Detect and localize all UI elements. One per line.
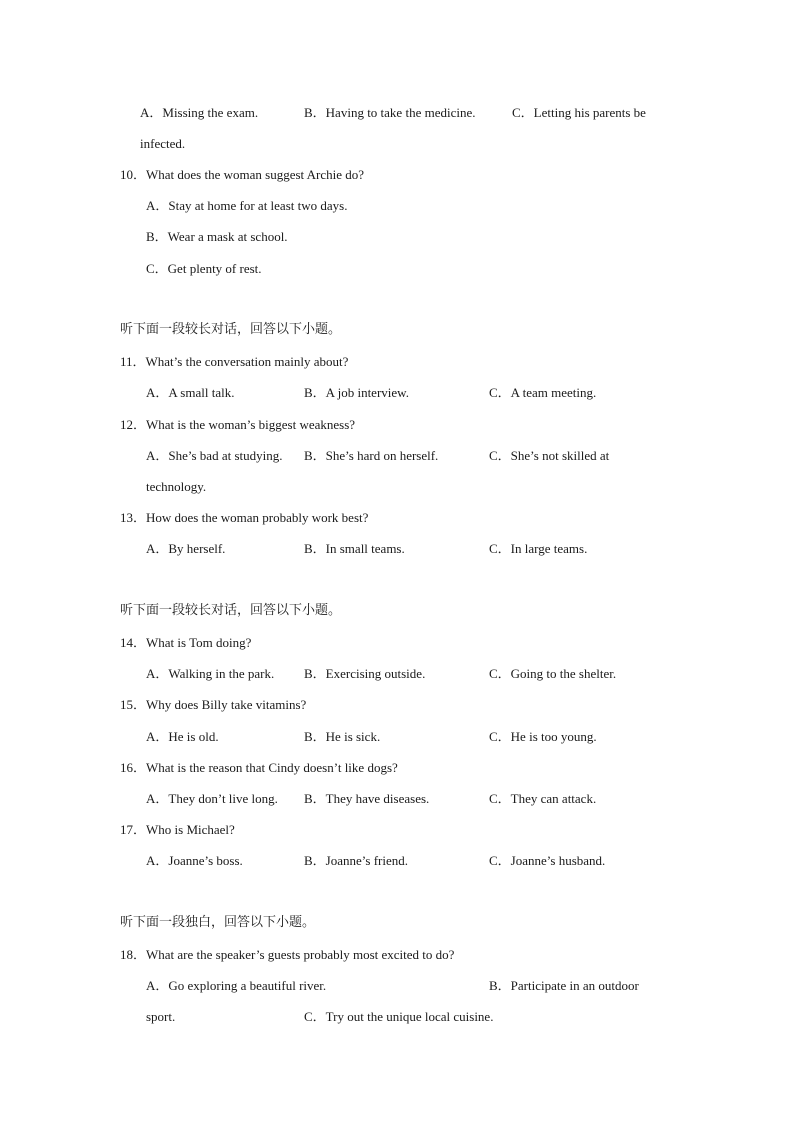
q15-stem: 15．Why does Billy take vitamins? <box>120 697 307 712</box>
q12-option-c-continued: technology. <box>146 479 207 494</box>
q9-option-c-continued: infected. <box>140 136 186 151</box>
q11-option-b: B．A job interview. <box>304 385 409 400</box>
q11-stem: 11．What’s the conversation mainly about? <box>120 354 349 369</box>
q14-stem: 14．What is Tom doing? <box>120 635 252 650</box>
q15-option-c: C．He is too young. <box>489 729 597 744</box>
q10-option-b: B．Wear a mask at school. <box>146 229 288 244</box>
q18-stem: 18．What are the speaker’s guests probably most excited to do? <box>120 947 455 962</box>
q17-option-c: C．Joanne’s husband. <box>489 853 606 868</box>
q17-stem: 17．Who is Michael? <box>120 822 235 837</box>
q12-option-c: C．She’s not skilled at <box>489 448 610 463</box>
q16-option-c: C．They can attack. <box>489 791 597 806</box>
q15-option-b: B．He is sick. <box>304 729 381 744</box>
q15-option-a: A．He is old. <box>146 729 219 744</box>
section-heading-3: 听下面一段独白，回答以下小题。 <box>120 915 316 930</box>
q13-stem: 13．How does the woman probably work best? <box>120 510 369 525</box>
q9-option-c: C．Letting his parents be <box>512 105 646 120</box>
q11-option-a: A．A small talk. <box>146 385 235 400</box>
q13-option-c: C．In large teams. <box>489 541 588 556</box>
q18-option-a: A．Go exploring a beautiful river. <box>146 978 327 993</box>
q18-option-c: C．Try out the unique local cuisine. <box>304 1009 494 1024</box>
section-heading-1: 听下面一段较长对话，回答以下小题。 <box>120 322 342 337</box>
section-heading-2: 听下面一段较长对话，回答以下小题。 <box>120 603 342 618</box>
q10-stem: 10．What does the woman suggest Archie do? <box>120 167 365 182</box>
q14-option-c: C．Going to the shelter. <box>489 666 617 681</box>
q12-option-a: A．She’s bad at studying. <box>146 448 283 463</box>
q18-option-b-continued: sport. <box>146 1009 176 1024</box>
q13-option-a: A．By herself. <box>146 541 226 556</box>
q9-option-b: B．Having to take the medicine. <box>304 105 476 120</box>
q17-option-b: B．Joanne’s friend. <box>304 853 408 868</box>
q10-option-a: A．Stay at home for at least two days. <box>146 198 348 213</box>
q14-option-a: A．Walking in the park. <box>146 666 275 681</box>
q16-stem: 16．What is the reason that Cindy doesn’t like dogs? <box>120 760 398 775</box>
q12-stem: 12．What is the woman’s biggest weakness? <box>120 417 356 432</box>
q13-option-b: B．In small teams. <box>304 541 405 556</box>
q11-option-c: C．A team meeting. <box>489 385 597 400</box>
q17-option-a: A．Joanne’s boss. <box>146 853 243 868</box>
q9-option-a: A．Missing the exam. <box>140 105 259 120</box>
q10-option-c: C．Get plenty of rest. <box>146 261 262 276</box>
q16-option-a: A．They don’t live long. <box>146 791 278 806</box>
q12-option-b: B．She’s hard on herself. <box>304 448 439 463</box>
q16-option-b: B．They have diseases. <box>304 791 430 806</box>
q18-option-b: B．Participate in an outdoor <box>489 978 639 993</box>
q14-option-b: B．Exercising outside. <box>304 666 426 681</box>
